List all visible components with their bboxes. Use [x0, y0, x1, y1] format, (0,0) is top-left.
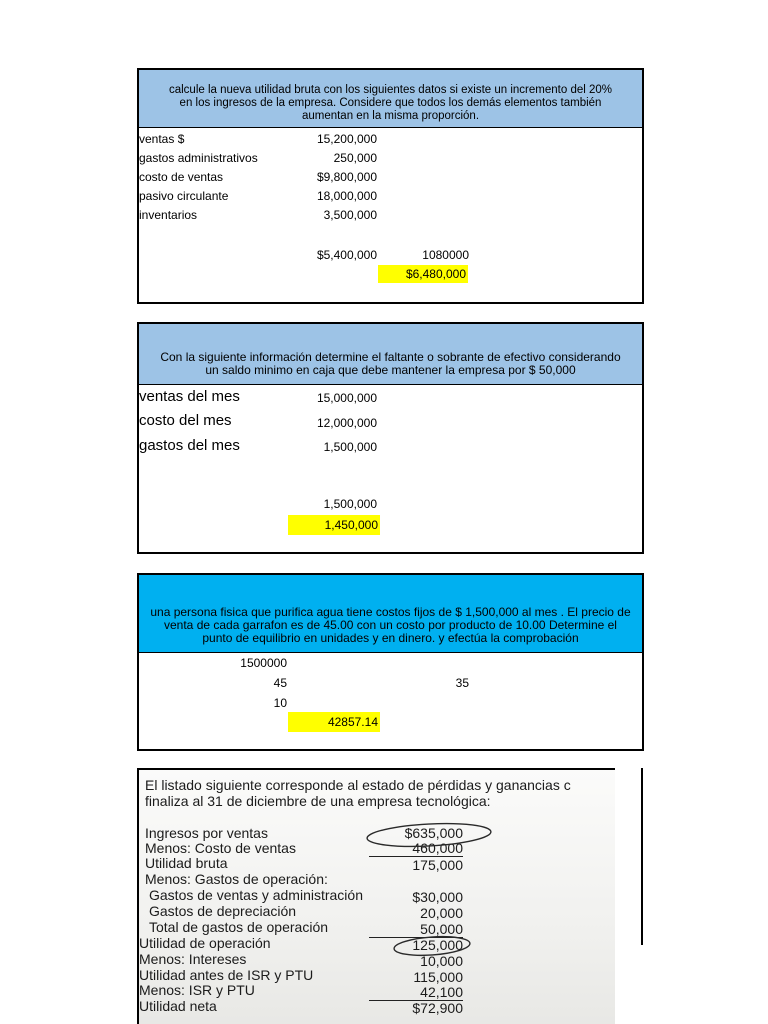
statement-value: 115,000	[413, 969, 463, 985]
pen-annotations	[139, 770, 615, 1024]
margin-value: 35	[455, 676, 469, 690]
row-value: 3,500,000	[323, 208, 377, 222]
fixed-costs-value: 1500000	[240, 656, 287, 670]
statement-label: Menos: Intereses	[139, 951, 247, 967]
price-value: 45	[273, 676, 287, 690]
row-label: ventas del mes	[139, 388, 240, 405]
statement-value: 20,000	[420, 905, 463, 921]
statement-label: Utilidad neta	[139, 998, 217, 1014]
exercise-header: calcule la nueva utilidad bruta con los siguientes datos si existe un incremento del 20% en los ingresos de la empresa. Considere que todos los demás elementos también aumentan en la misma proporción.	[139, 70, 642, 128]
statement-value: 175,000	[412, 857, 463, 873]
row-value: 15,000,000	[316, 391, 377, 405]
row-label: inventarios	[139, 208, 198, 222]
scanned-income-statement	[137, 768, 615, 1024]
statement-value: 125,000	[412, 937, 463, 953]
exercise-header: Con la siguiente información determine el faltante o sobrante de efectivo considerando un saldo minimo en caja que debe mantener la empresa por $ 50,000	[139, 324, 642, 385]
unit-cost-value: 10	[273, 696, 287, 710]
exercise-box-break-even	[137, 573, 644, 751]
statement-value: 50,000	[369, 922, 463, 938]
increase-value: 1080000	[422, 248, 469, 262]
statement-label: Menos: Costo de ventas	[145, 840, 296, 856]
statement-label: Menos: Gastos de operación:	[145, 871, 328, 887]
row-value: 250,000	[333, 151, 377, 165]
subtotal-value: $5,400,000	[316, 248, 377, 262]
circle-mark-operating-income	[393, 934, 470, 957]
row-value: $9,800,000	[316, 170, 377, 184]
statement-label: Gastos de depreciación	[149, 903, 297, 919]
statement-label: Utilidad de operación	[139, 935, 271, 951]
statement-label: Gastos de ventas y administración	[149, 887, 363, 903]
row-label: ventas $	[139, 132, 185, 146]
row-label: pasivo circulante	[139, 189, 229, 203]
statement-label: Menos: ISR y PTU	[139, 982, 255, 998]
row-value: 18,000,000	[316, 189, 377, 203]
row-label: costo del mes	[139, 412, 232, 429]
result-value-highlighted: 42857.14	[288, 712, 380, 732]
statement-value: $72,900	[412, 1000, 463, 1016]
row-label: gastos administrativos	[139, 151, 258, 165]
statement-value: 10,000	[420, 953, 463, 969]
statement-intro: finaliza al 31 de diciembre de una empresa tecnológica:	[145, 793, 491, 809]
statement-label: Total de gastos de operación	[149, 919, 329, 935]
row-value: 1,500,000	[323, 440, 377, 454]
row-value: 15,200,000	[316, 132, 377, 146]
exercise-header: una persona fisica que purifica agua tiene costos fijos de $ 1,500,000 al mes . El precio de venta de cada garrafon es de 45.00 con un costo por producto de 10.00 Determine el punto de equilibrio en unidades y en dinero. y efectúa la comprobación	[139, 575, 642, 653]
row-label: costo de ventas	[139, 170, 224, 184]
statement-label: Utilidad antes de ISR y PTU	[139, 967, 314, 983]
circle-mark-sales	[367, 821, 492, 849]
subtotal-value: 1,500,000	[323, 497, 377, 511]
result-value-highlighted: 1,450,000	[288, 515, 380, 535]
statement-intro: El listado siguiente corresponde al estado de pérdidas y ganancias c	[145, 777, 571, 793]
right-border-line	[641, 768, 643, 945]
statement-value: $635,000	[404, 825, 463, 841]
exercise-box-gross-profit	[137, 68, 644, 304]
statement-value: $30,000	[412, 889, 463, 905]
row-value: 12,000,000	[316, 416, 377, 430]
exercise-box-cash-balance	[137, 322, 644, 554]
statement-value: 42,100	[369, 985, 463, 1001]
statement-label: Ingresos por ventas	[145, 825, 268, 841]
statement-value: 460,000	[369, 841, 463, 857]
statement-label: Utilidad bruta	[145, 855, 228, 871]
result-value-highlighted: $6,480,000	[378, 265, 468, 283]
row-label: gastos del mes	[139, 437, 240, 454]
